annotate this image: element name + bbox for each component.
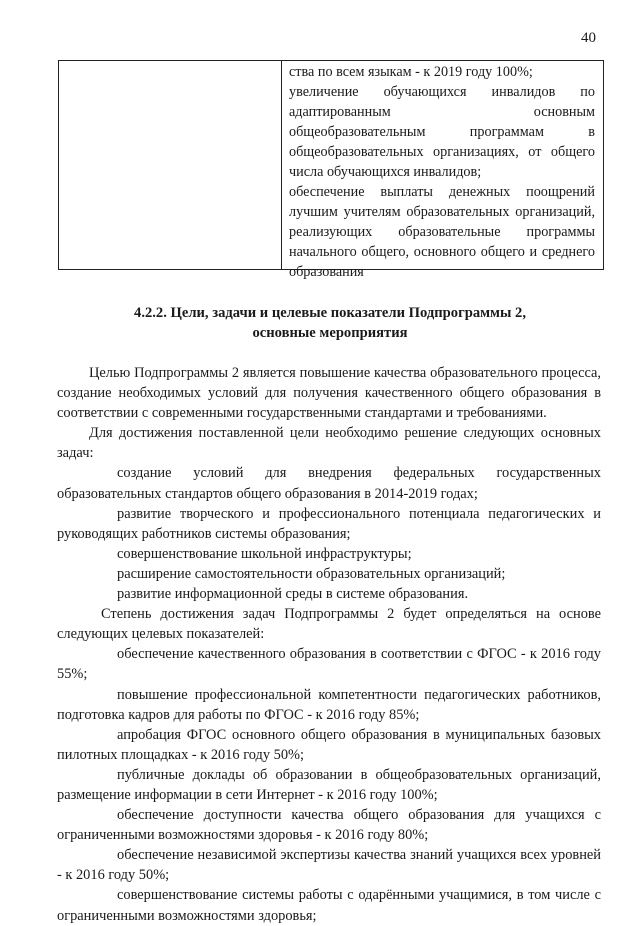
paragraph: обеспечение качественного образования в соответствии с ФГОС - к 2016 году 55%; [57, 646, 601, 683]
table-line: ства по всем языкам - к 2019 году 100%; [289, 64, 533, 80]
paragraph: обеспечение доступности качества общего образования для учащихся с ограниченными возможностями здоровья - к 2016 году 80%; [57, 807, 601, 844]
paragraph: Целью Подпрограммы 2 является повышение качества образовательного процесса, создание необходимых условий для получения качественного общего образования в соответствии с современными государственными стандартами и требованиями. [57, 365, 601, 422]
paragraph: расширение самостоятельности образовательных организаций; [117, 565, 506, 582]
paragraph: совершенствование системы работы с одарёнными учащимися, в том числе с ограниченными возможностями здоровья; [57, 887, 601, 924]
table-cell-right [282, 61, 603, 280]
page-number: 40 [581, 30, 596, 46]
table-cell-left [59, 61, 282, 269]
table-line: увеличение обучающихся инвалидов по адаптированным основным общеобразовательным программам в общеобразовательных организациях, от общего числа обучающихся инвалидов; [289, 84, 595, 180]
paragraph: создание условий для внедрения федеральных государственных образовательных стандартов общего образования в 2014-2019 годах; [57, 465, 601, 502]
section-heading-line1: 4.2.2. Цели, задачи и целевые показатели Подпрограммы 2, [134, 305, 526, 321]
paragraph: развитие информационной среды в системе образования. [117, 586, 469, 603]
section-heading-line2: основные мероприятия [252, 325, 408, 341]
paragraph: Степень достижения задач Подпрограммы 2 будет определяться на основе следующих целевых показателей: [57, 606, 601, 643]
paragraph: обеспечение независимой экспертизы качества знаний учащихся всех уровней - к 2016 году 50%; [57, 847, 601, 884]
body-text [57, 363, 601, 926]
paragraph: совершенствование школьной инфраструктуры; [117, 545, 412, 562]
paragraph: повышение профессиональной компетентности педагогических работников, подготовка кадров для работы по ФГОС - к 2016 году 85%; [57, 686, 601, 723]
continuation-table [58, 60, 604, 280]
section-heading [60, 303, 600, 343]
table-line: обеспечение выплаты денежных поощрений лучшим учителям образовательных организаций, реализующих образовательные программы начального общего, основного общего и среднего образования [289, 184, 595, 280]
paragraph: Для достижения поставленной цели необходимо решение следующих основных задач: [57, 425, 601, 462]
paragraph: публичные доклады об образовании в общеобразовательных организаций, размещение информации в сети Интернет - к 2016 году 100%; [57, 766, 601, 803]
paragraph: апробация ФГОС основного общего образования в муниципальных базовых пилотных площадках - к 2016 году 50%; [57, 726, 601, 763]
paragraph: развитие творческого и профессионального потенциала педагогических и руководящих работников системы образования; [57, 505, 601, 542]
